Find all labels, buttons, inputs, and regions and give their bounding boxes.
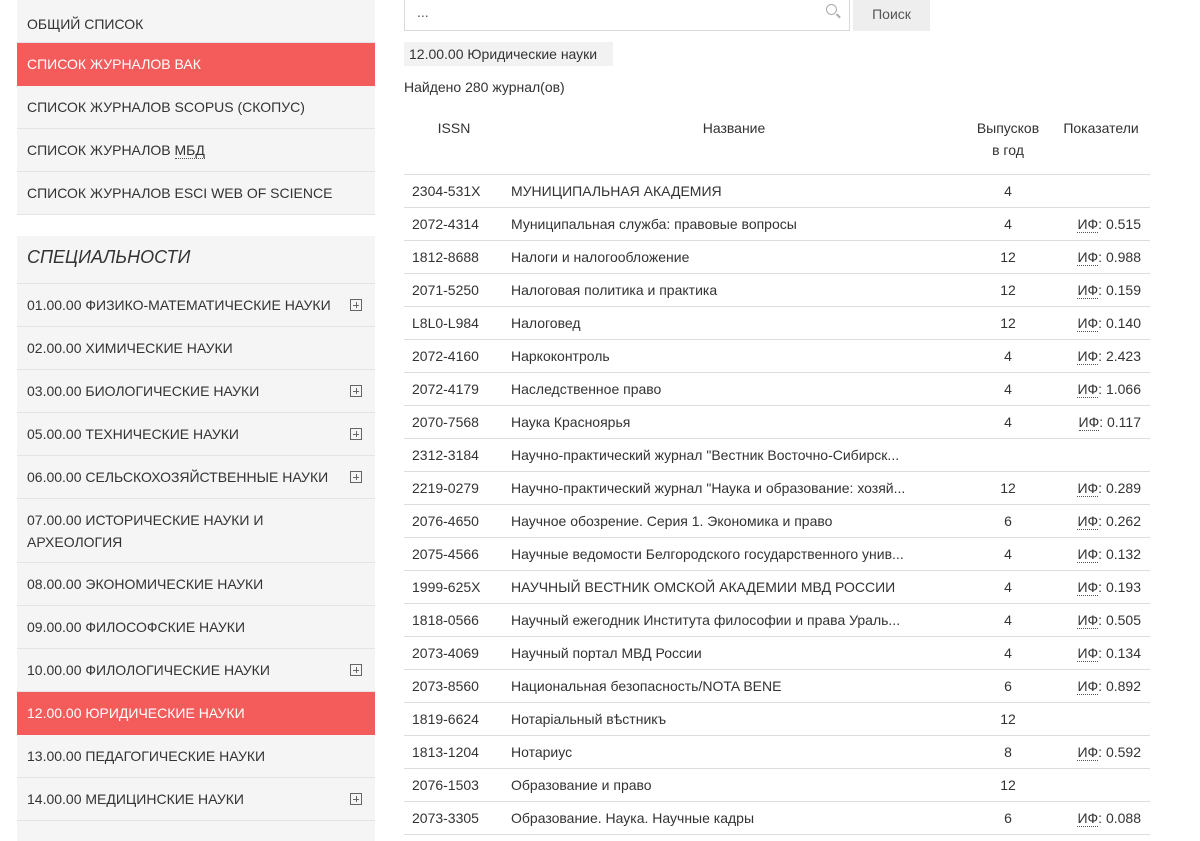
impact-factor-separator: : bbox=[1098, 645, 1106, 661]
table-row[interactable] bbox=[404, 373, 1150, 406]
journal-name-cell[interactable] bbox=[504, 373, 964, 406]
journal-name-link[interactable]: Наследственное право bbox=[511, 381, 662, 397]
issues-per-year-cell: 12 bbox=[964, 241, 1052, 274]
issn-cell: 2312-3184 bbox=[404, 439, 504, 472]
nav-item-label-prefix: СПИСОК ЖУРНАЛОВ bbox=[27, 142, 175, 158]
metrics-cell bbox=[1052, 373, 1150, 406]
specialty-label: 06.00.00 СЕЛЬСКОХОЗЯЙСТВЕННЫЕ НАУКИ bbox=[27, 469, 329, 485]
table-row[interactable] bbox=[404, 208, 1150, 241]
journal-name-link[interactable]: Муниципальная служба: правовые вопросы bbox=[511, 216, 797, 232]
impact-factor-separator: : bbox=[1098, 216, 1106, 232]
issues-header-line2: в год bbox=[992, 142, 1024, 158]
specialty-label: 12.00.00 ЮРИДИЧЕСКИЕ НАУКИ bbox=[27, 705, 245, 721]
column-header-metrics[interactable]: Показатели bbox=[1052, 108, 1150, 175]
impact-factor-value: 0.117 bbox=[1107, 414, 1141, 430]
impact-factor-value: 0.592 bbox=[1105, 744, 1141, 760]
impact-factor-abbr: ИФ bbox=[1077, 645, 1099, 661]
journal-name-cell[interactable] bbox=[504, 175, 964, 208]
journal-name-cell[interactable] bbox=[504, 208, 964, 241]
journal-name-link[interactable]: Образование и право bbox=[511, 777, 652, 793]
issues-per-year-cell bbox=[964, 439, 1052, 472]
journal-name-cell[interactable] bbox=[504, 604, 964, 637]
issn-cell: 2075-4566 bbox=[404, 538, 504, 571]
impact-factor-separator: : bbox=[1098, 612, 1106, 628]
issues-per-year-cell: 4 bbox=[964, 604, 1052, 637]
mbd-abbreviation: МБД bbox=[174, 142, 205, 158]
journal-name-link[interactable]: Наука Красноярья bbox=[511, 414, 631, 430]
issn-cell: 2304-531X bbox=[404, 175, 504, 208]
search-button[interactable]: Поиск bbox=[853, 0, 930, 31]
impact-factor-abbr: ИФ bbox=[1078, 414, 1100, 430]
issn-cell: 1999-625X bbox=[404, 571, 504, 604]
journal-name-link[interactable]: Налоговая политика и практика bbox=[511, 282, 718, 298]
impact-factor-value: 0.988 bbox=[1105, 249, 1141, 265]
journal-name-link[interactable]: Нотариус bbox=[511, 744, 573, 760]
specialty-item[interactable] bbox=[17, 456, 375, 499]
journal-name-cell[interactable] bbox=[504, 241, 964, 274]
impact-factor-abbr: ИФ bbox=[1077, 480, 1099, 496]
issues-per-year-cell: 12 bbox=[964, 769, 1052, 802]
journal-name-cell[interactable] bbox=[504, 571, 964, 604]
metrics-cell bbox=[1052, 439, 1150, 472]
journal-name-link[interactable]: Налоговед bbox=[511, 315, 581, 331]
issues-per-year-cell: 4 bbox=[964, 208, 1052, 241]
nav-item-vak-list[interactable] bbox=[17, 43, 375, 86]
table-row[interactable] bbox=[404, 406, 1150, 439]
search-input[interactable] bbox=[417, 0, 817, 25]
issues-per-year-cell: 12 bbox=[964, 307, 1052, 340]
metrics-cell bbox=[1052, 340, 1150, 373]
expand-plus-icon[interactable] bbox=[350, 385, 362, 397]
journal-name-cell[interactable] bbox=[504, 439, 964, 472]
impact-factor-value: 0.892 bbox=[1105, 678, 1141, 694]
journals-table bbox=[404, 108, 1150, 835]
nav-item-general-list[interactable] bbox=[17, 0, 375, 43]
table-row[interactable] bbox=[404, 703, 1150, 736]
impact-factor-value: 0.159 bbox=[1105, 282, 1141, 298]
metrics-cell bbox=[1052, 769, 1150, 802]
specialties-title: СПЕЦИАЛЬНОСТИ bbox=[17, 236, 375, 284]
table-row[interactable] bbox=[404, 307, 1150, 340]
metrics-cell bbox=[1052, 571, 1150, 604]
specialty-label: 08.00.00 ЭКОНОМИЧЕСКИЕ НАУКИ bbox=[27, 576, 264, 592]
nav-item-label: СПИСОК ЖУРНАЛОВ ESCI WEB OF SCIENCE bbox=[27, 185, 333, 201]
column-header-name[interactable]: Название bbox=[504, 108, 964, 175]
impact-factor-separator: : bbox=[1098, 546, 1106, 562]
specialty-item[interactable] bbox=[17, 778, 375, 821]
impact-factor-value: 0.505 bbox=[1105, 612, 1141, 628]
specialty-label: 10.00.00 ФИЛОЛОГИЧЕСКИЕ НАУКИ bbox=[27, 662, 270, 678]
journal-name-link[interactable]: Научное обозрение. Серия 1. Экономика и право bbox=[511, 513, 833, 529]
journal-name-link[interactable]: Научный портал МВД России bbox=[511, 645, 702, 661]
impact-factor-abbr: ИФ bbox=[1077, 381, 1099, 397]
table-row[interactable] bbox=[404, 736, 1150, 769]
table-row[interactable] bbox=[404, 538, 1150, 571]
issues-per-year-cell: 4 bbox=[964, 637, 1052, 670]
impact-factor-abbr: ИФ bbox=[1077, 546, 1099, 562]
search-box bbox=[404, 0, 850, 31]
issues-per-year-cell: 12 bbox=[964, 472, 1052, 505]
metrics-cell bbox=[1052, 307, 1150, 340]
impact-factor-separator: : bbox=[1098, 579, 1106, 595]
nav-item-scopus-list[interactable] bbox=[17, 86, 375, 129]
specialty-label: 03.00.00 БИОЛОГИЧЕСКИЕ НАУКИ bbox=[27, 383, 260, 399]
journal-name-cell[interactable] bbox=[504, 274, 964, 307]
impact-factor-separator: : bbox=[1098, 513, 1106, 529]
impact-factor-abbr: ИФ bbox=[1077, 678, 1099, 694]
issn-cell: 2071-5250 bbox=[404, 274, 504, 307]
issues-per-year-cell: 4 bbox=[964, 373, 1052, 406]
metrics-cell bbox=[1052, 670, 1150, 703]
journal-name-cell[interactable] bbox=[504, 736, 964, 769]
metrics-cell bbox=[1052, 703, 1150, 736]
issn-cell: 2076-1503 bbox=[404, 769, 504, 802]
impact-factor-abbr: ИФ bbox=[1077, 282, 1099, 298]
expand-plus-icon[interactable] bbox=[350, 793, 362, 805]
impact-factor-abbr: ИФ bbox=[1077, 810, 1099, 826]
issn-cell: 2072-4314 bbox=[404, 208, 504, 241]
impact-factor-value: 0.088 bbox=[1105, 810, 1141, 826]
issn-cell: 2073-3305 bbox=[404, 802, 504, 835]
issn-cell: 2073-4069 bbox=[404, 637, 504, 670]
specialty-label: 14.00.00 МЕДИЦИНСКИЕ НАУКИ bbox=[27, 791, 244, 807]
table-row[interactable] bbox=[404, 670, 1150, 703]
issues-per-year-cell: 12 bbox=[964, 274, 1052, 307]
specialty-label: 01.00.00 ФИЗИКО-МАТЕМАТИЧЕСКИЕ НАУКИ bbox=[27, 297, 331, 313]
metrics-cell bbox=[1052, 274, 1150, 307]
impact-factor-separator: : bbox=[1098, 381, 1106, 397]
specialty-label: 09.00.00 ФИЛОСОФСКИЕ НАУКИ bbox=[27, 619, 246, 635]
impact-factor-abbr: ИФ bbox=[1077, 216, 1099, 232]
issues-header-line1: Выпусков bbox=[976, 120, 1040, 136]
issn-cell: 1818-0566 bbox=[404, 604, 504, 637]
impact-factor-separator: : bbox=[1098, 282, 1106, 298]
issues-per-year-cell: 4 bbox=[964, 571, 1052, 604]
metrics-cell bbox=[1052, 505, 1150, 538]
journal-name-link[interactable]: Налоги и налогообложение bbox=[511, 249, 690, 265]
specialty-label: 13.00.00 ПЕДАГОГИЧЕСКИЕ НАУКИ bbox=[27, 748, 266, 764]
issn-cell: 2072-4179 bbox=[404, 373, 504, 406]
journal-name-cell[interactable] bbox=[504, 505, 964, 538]
journal-name-link[interactable]: Научно-практический журнал "Вестник Восточно-Сибирск... bbox=[511, 447, 900, 463]
journal-name-link[interactable]: НАУЧНЫЙ ВЕСТНИК ОМСКОЙ АКАДЕМИИ МВД РОССИИ bbox=[511, 579, 896, 595]
impact-factor-abbr: ИФ bbox=[1077, 744, 1099, 760]
impact-factor-separator: : bbox=[1098, 744, 1106, 760]
specialty-item[interactable] bbox=[17, 499, 375, 563]
impact-factor-separator: : bbox=[1098, 315, 1106, 331]
issues-per-year-cell: 4 bbox=[964, 340, 1052, 373]
issn-cell: 2072-4160 bbox=[404, 340, 504, 373]
metrics-cell bbox=[1052, 241, 1150, 274]
specialty-item[interactable] bbox=[17, 370, 375, 413]
impact-factor-value: 0.140 bbox=[1105, 315, 1141, 331]
issn-cell: 2219-0279 bbox=[404, 472, 504, 505]
impact-factor-value: 0.515 bbox=[1105, 216, 1141, 232]
issues-per-year-cell: 6 bbox=[964, 670, 1052, 703]
issues-per-year-cell: 6 bbox=[964, 505, 1052, 538]
journal-name-cell[interactable] bbox=[504, 472, 964, 505]
nav-item-label: ОБЩИЙ СПИСОК bbox=[27, 16, 144, 32]
expand-plus-icon[interactable] bbox=[350, 299, 362, 311]
table-row[interactable] bbox=[404, 505, 1150, 538]
table-row[interactable] bbox=[404, 175, 1150, 208]
metrics-cell bbox=[1052, 175, 1150, 208]
issues-per-year-cell: 4 bbox=[964, 175, 1052, 208]
metrics-cell bbox=[1052, 406, 1150, 439]
table-row[interactable] bbox=[404, 637, 1150, 670]
impact-factor-value: 2.423 bbox=[1105, 348, 1141, 364]
impact-factor-value: 0.289 bbox=[1105, 480, 1141, 496]
journal-name-cell[interactable] bbox=[504, 637, 964, 670]
search-icon[interactable] bbox=[826, 4, 837, 15]
journal-name-link[interactable]: Научные ведомости Белгородского государственного унив... bbox=[511, 546, 904, 562]
table-row[interactable] bbox=[404, 274, 1150, 307]
specialty-item[interactable] bbox=[17, 284, 375, 327]
impact-factor-abbr: ИФ bbox=[1077, 315, 1099, 331]
impact-factor-separator: : bbox=[1098, 249, 1106, 265]
specialty-label: 02.00.00 ХИМИЧЕСКИЕ НАУКИ bbox=[27, 340, 233, 356]
table-row[interactable] bbox=[404, 439, 1150, 472]
impact-factor-separator: : bbox=[1098, 810, 1106, 826]
issn-cell: 1819-6624 bbox=[404, 703, 504, 736]
issn-cell: 2070-7568 bbox=[404, 406, 504, 439]
specialty-label: 07.00.00 ИСТОРИЧЕСКИЕ НАУКИ И АРХЕОЛОГИЯ bbox=[27, 511, 264, 550]
specialty-item[interactable] bbox=[17, 327, 375, 370]
column-header-issn[interactable]: ISSN bbox=[404, 108, 504, 175]
journal-name-link[interactable]: Национальная безопасность/NOTA BENE bbox=[511, 678, 782, 694]
journal-name-cell[interactable] bbox=[504, 670, 964, 703]
impact-factor-value: 0.134 bbox=[1105, 645, 1141, 661]
journal-name-link[interactable]: Нотаріальный вѣстникъ bbox=[511, 711, 667, 727]
journal-name-cell[interactable] bbox=[504, 538, 964, 571]
issues-per-year-cell: 6 bbox=[964, 802, 1052, 835]
expand-plus-icon[interactable] bbox=[350, 471, 362, 483]
issn-cell: 1813-1204 bbox=[404, 736, 504, 769]
impact-factor-abbr: ИФ bbox=[1077, 513, 1099, 529]
issn-cell: 1812-8688 bbox=[404, 241, 504, 274]
nav-item-label: СПИСОК ЖУРНАЛОВ ВАК bbox=[27, 56, 201, 72]
journal-name-link[interactable]: МУНИЦИПАЛЬНАЯ АКАДЕМИЯ bbox=[511, 183, 722, 199]
metrics-cell bbox=[1052, 736, 1150, 769]
table-body bbox=[404, 175, 1150, 835]
nav-item-label bbox=[27, 139, 205, 161]
metrics-cell bbox=[1052, 208, 1150, 241]
results-count: Найдено 280 журнал(ов) bbox=[404, 79, 565, 95]
expand-plus-icon[interactable] bbox=[350, 428, 362, 440]
nav-item-label: СПИСОК ЖУРНАЛОВ SCOPUS (СКОПУС) bbox=[27, 99, 305, 115]
issues-per-year-cell: 4 bbox=[964, 538, 1052, 571]
specialty-item-active[interactable] bbox=[17, 692, 375, 735]
journal-name-link[interactable]: Научно-практический журнал "Наука и образование: хозяй... bbox=[511, 480, 906, 496]
issues-per-year-cell: 8 bbox=[964, 736, 1052, 769]
specialty-item[interactable] bbox=[17, 606, 375, 649]
journal-name-link[interactable]: Образование. Наука. Научные кадры bbox=[511, 810, 755, 826]
impact-factor-value: 0.262 bbox=[1105, 513, 1141, 529]
journal-name-cell[interactable] bbox=[504, 703, 964, 736]
table-header-row bbox=[404, 108, 1150, 175]
table-row[interactable] bbox=[404, 241, 1150, 274]
journal-name-cell[interactable] bbox=[504, 340, 964, 373]
journal-name-link[interactable]: Научный ежегодник Института философии и права Ураль... bbox=[511, 612, 901, 628]
issn-cell: L8L0-L984 bbox=[404, 307, 504, 340]
specialty-label: 05.00.00 ТЕХНИЧЕСКИЕ НАУКИ bbox=[27, 426, 239, 442]
metrics-cell bbox=[1052, 472, 1150, 505]
impact-factor-separator: : bbox=[1098, 678, 1106, 694]
metrics-cell bbox=[1052, 604, 1150, 637]
table-row[interactable] bbox=[404, 472, 1150, 505]
table-row[interactable] bbox=[404, 769, 1150, 802]
nav-item-esci-list[interactable] bbox=[17, 172, 375, 215]
issues-per-year-cell: 4 bbox=[964, 406, 1052, 439]
specialty-item[interactable] bbox=[17, 563, 375, 606]
issn-cell: 2073-8560 bbox=[404, 670, 504, 703]
nav-item-mbd-list[interactable] bbox=[17, 129, 375, 172]
specialty-item[interactable] bbox=[17, 413, 375, 456]
impact-factor-separator: : bbox=[1098, 348, 1106, 364]
journal-name-link[interactable]: Наркоконтроль bbox=[511, 348, 610, 364]
metrics-cell bbox=[1052, 538, 1150, 571]
impact-factor-value: 0.132 bbox=[1105, 546, 1141, 562]
specialty-item[interactable] bbox=[17, 649, 375, 692]
impact-factor-abbr: ИФ bbox=[1077, 249, 1099, 265]
specialty-item-next[interactable] bbox=[17, 821, 375, 841]
table-row[interactable] bbox=[404, 571, 1150, 604]
issn-cell: 2076-4650 bbox=[404, 505, 504, 538]
journal-lists-panel bbox=[17, 0, 375, 215]
journal-name-cell[interactable] bbox=[504, 769, 964, 802]
expand-plus-icon[interactable] bbox=[350, 664, 362, 676]
impact-factor-value: 0.193 bbox=[1105, 579, 1141, 595]
impact-factor-value: 1.066 bbox=[1105, 381, 1141, 397]
specialties-panel bbox=[17, 236, 375, 841]
impact-factor-abbr: ИФ bbox=[1077, 348, 1099, 364]
journal-name-cell[interactable] bbox=[504, 406, 964, 439]
column-header-issues[interactable] bbox=[964, 108, 1052, 175]
impact-factor-separator: : bbox=[1098, 480, 1106, 496]
table-row[interactable] bbox=[404, 604, 1150, 637]
table-row[interactable] bbox=[404, 340, 1150, 373]
journal-name-cell[interactable] bbox=[504, 307, 964, 340]
impact-factor-abbr: ИФ bbox=[1077, 612, 1099, 628]
active-filter-tag[interactable]: 12.00.00 Юридические науки bbox=[404, 42, 613, 66]
issues-per-year-cell: 12 bbox=[964, 703, 1052, 736]
metrics-cell bbox=[1052, 637, 1150, 670]
specialty-item[interactable] bbox=[17, 735, 375, 778]
impact-factor-abbr: ИФ bbox=[1077, 579, 1099, 595]
impact-factor-separator: : bbox=[1099, 414, 1107, 430]
